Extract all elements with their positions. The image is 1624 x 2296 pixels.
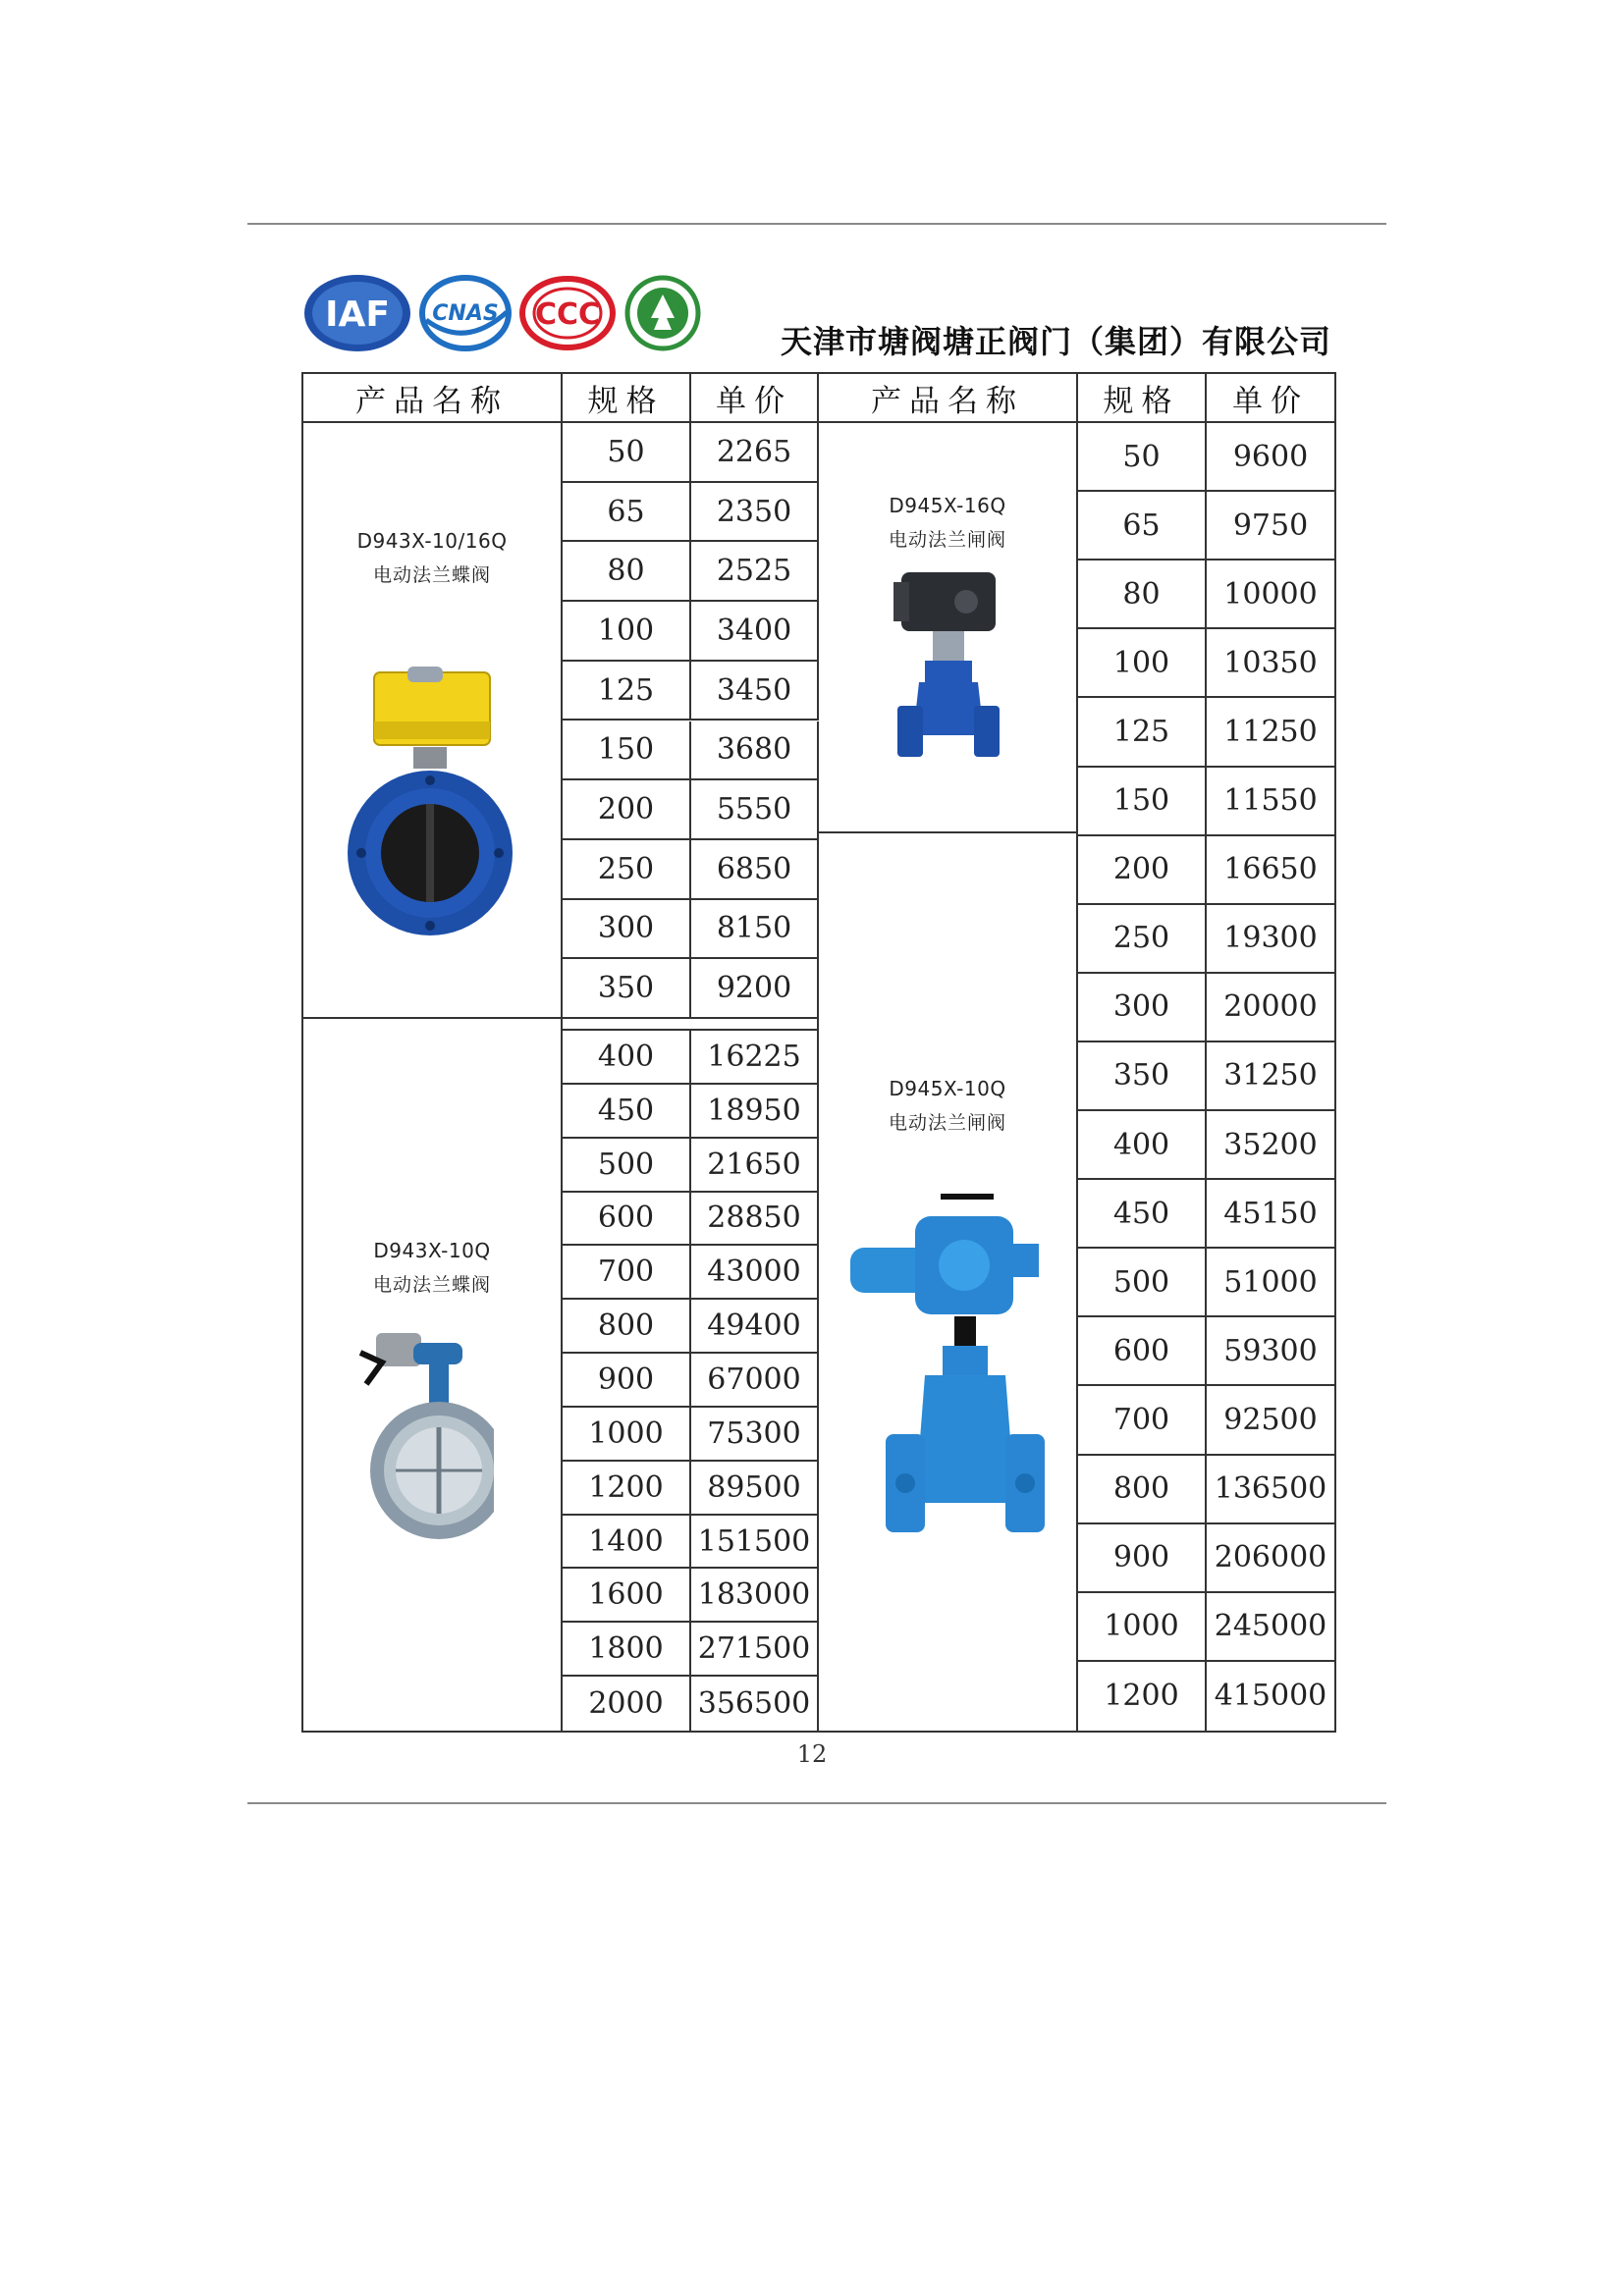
price-cell: 136500 <box>1207 1456 1334 1524</box>
price-cell: 16225 <box>691 1031 819 1085</box>
environment-logo <box>624 273 701 353</box>
price-cell: 3450 <box>691 662 819 721</box>
product-name: 电动法兰闸阀 <box>888 1112 1006 1134</box>
price-cell: 2265 <box>691 423 819 483</box>
ccc-logo-text: CCC <box>534 297 601 332</box>
spec-cell: 125 <box>1078 698 1207 767</box>
price-cell: 21650 <box>691 1139 819 1193</box>
spec-cell: 400 <box>1078 1111 1207 1180</box>
spec-cell: 900 <box>563 1354 691 1408</box>
price-cell: 415000 <box>1214 1679 1327 1714</box>
spec-cell: 1200 <box>1078 1662 1207 1731</box>
spec-cell: 150 <box>563 721 691 781</box>
cnas-logo-text: CNAS <box>432 301 499 326</box>
product-name: 电动法兰蝶阀 <box>372 1274 491 1296</box>
spec-cell: 600 <box>1078 1317 1207 1386</box>
price-cell: 206000 <box>1207 1524 1334 1593</box>
spec-cell: 2000 <box>563 1677 691 1731</box>
price-cell: 11250 <box>1207 698 1334 767</box>
price-cell: 43000 <box>691 1246 819 1300</box>
gate-valve-image <box>890 568 1007 765</box>
product-name: 电动法兰闸阀 <box>888 529 1006 551</box>
header-spec-right: 规格 <box>1078 374 1207 423</box>
spec-cell: 800 <box>1078 1456 1207 1524</box>
price-cell: 9200 <box>691 959 819 1019</box>
header-rule <box>247 223 1386 225</box>
spec-cell: 1600 <box>563 1569 691 1623</box>
price-cell: 5550 <box>691 780 819 840</box>
spec-cell: 100 <box>1078 629 1207 698</box>
iaf-logo-text: IAF <box>325 294 390 335</box>
spec-cell: 700 <box>563 1246 691 1300</box>
product-cell <box>303 1019 563 1731</box>
header-price-right: 单价 <box>1207 374 1334 423</box>
price-cell: 245000 <box>1207 1593 1334 1662</box>
spec-cell: 900 <box>1078 1524 1207 1593</box>
price-cell: 8150 <box>691 900 819 960</box>
product-cell <box>819 423 1078 833</box>
spec-cell: 50 <box>563 423 691 483</box>
spec-cell: 300 <box>563 900 691 960</box>
header-product-name-left: 产品名称 <box>303 374 563 423</box>
price-cell: 151500 <box>691 1516 819 1570</box>
row-gap <box>563 1019 819 1031</box>
product-model: D943X-10/16Q <box>356 529 508 553</box>
spec-cell: 65 <box>1078 492 1207 561</box>
price-cell: 31250 <box>1207 1042 1334 1111</box>
spec-cell: 80 <box>563 542 691 602</box>
price-cell: 271500 <box>691 1623 819 1677</box>
spec-cell: 350 <box>563 959 691 1019</box>
price-cell: 59300 <box>1207 1317 1334 1386</box>
spec-cell: 800 <box>563 1300 691 1354</box>
spec-cell: 300 <box>1078 974 1207 1042</box>
product-model: D945X-16Q <box>889 494 1006 517</box>
price-cell: 16650 <box>1207 836 1334 905</box>
spec-cell: 450 <box>563 1085 691 1139</box>
spec-cell: 500 <box>1078 1249 1207 1317</box>
price-cell: 10000 <box>1207 561 1334 629</box>
product-model: D945X-10Q <box>889 1077 1006 1100</box>
price-cell: 35200 <box>1207 1111 1334 1180</box>
price-cell: 89500 <box>691 1462 819 1516</box>
price-cell: 10350 <box>1207 629 1334 698</box>
price-cell: 11550 <box>1207 768 1334 836</box>
spec-cell: 125 <box>563 662 691 721</box>
butterfly-valve-image <box>356 1323 494 1549</box>
spec-cell: 1800 <box>563 1623 691 1677</box>
page-number: 12 <box>796 1740 828 1768</box>
spec-cell: 100 <box>563 602 691 662</box>
spec-cell: 200 <box>563 780 691 840</box>
gate-valve-image <box>846 1189 1053 1542</box>
price-cell: 75300 <box>691 1408 819 1462</box>
price-cell: 356500 <box>691 1677 819 1731</box>
spec-cell: 600 <box>563 1193 691 1247</box>
price-cell: 3680 <box>691 721 819 781</box>
price-cell: 2525 <box>691 542 819 602</box>
product-name: 电动法兰蝶阀 <box>372 564 491 586</box>
price-cell: 19300 <box>1207 905 1334 974</box>
header-spec-left: 规格 <box>563 374 691 423</box>
price-cell: 45150 <box>1207 1180 1334 1249</box>
header-product-name-right: 产品名称 <box>819 374 1078 423</box>
price-cell: 9750 <box>1207 492 1334 561</box>
price-cell: 92500 <box>1207 1386 1334 1455</box>
spec-cell: 65 <box>563 483 691 543</box>
ccc-logo <box>518 273 617 353</box>
butterfly-valve-image <box>347 667 514 941</box>
spec-cell: 150 <box>1078 768 1207 836</box>
spec-cell: 700 <box>1078 1386 1207 1455</box>
product-cell <box>303 423 563 1019</box>
footer-rule <box>247 1802 1386 1804</box>
price-cell: 51000 <box>1207 1249 1334 1317</box>
price-cell: 3400 <box>691 602 819 662</box>
company-name: 天津市塘阀塘正阀门（集团）有限公司 <box>781 323 1332 360</box>
price-cell: 9600 <box>1207 423 1334 492</box>
spec-cell: 450 <box>1078 1180 1207 1249</box>
product-cell <box>819 833 1078 1731</box>
spec-cell: 1400 <box>563 1516 691 1570</box>
header-price-left: 单价 <box>691 374 819 423</box>
spec-cell: 400 <box>563 1031 691 1085</box>
spec-cell: 1000 <box>563 1408 691 1462</box>
price-cell: 18950 <box>691 1085 819 1139</box>
spec-cell: 500 <box>563 1139 691 1193</box>
price-cell: 28850 <box>691 1193 819 1247</box>
spec-cell: 1000 <box>1078 1593 1207 1662</box>
product-model: D943X-10Q <box>373 1239 491 1262</box>
price-cell: 67000 <box>691 1354 819 1408</box>
spec-cell: 80 <box>1078 561 1207 629</box>
spec-cell: 250 <box>563 840 691 900</box>
iaf-logo <box>302 273 412 353</box>
spec-cell: 350 <box>1078 1042 1207 1111</box>
price-cell: 2350 <box>691 483 819 543</box>
price-cell: 183000 <box>691 1569 819 1623</box>
spec-cell: 200 <box>1078 836 1207 905</box>
spec-cell: 50 <box>1078 423 1207 492</box>
spec-cell: 1200 <box>563 1462 691 1516</box>
price-cell: 20000 <box>1207 974 1334 1042</box>
cnas-logo <box>418 273 513 353</box>
price-cell: 49400 <box>691 1300 819 1354</box>
price-cell: 6850 <box>691 840 819 900</box>
spec-cell: 250 <box>1078 905 1207 974</box>
